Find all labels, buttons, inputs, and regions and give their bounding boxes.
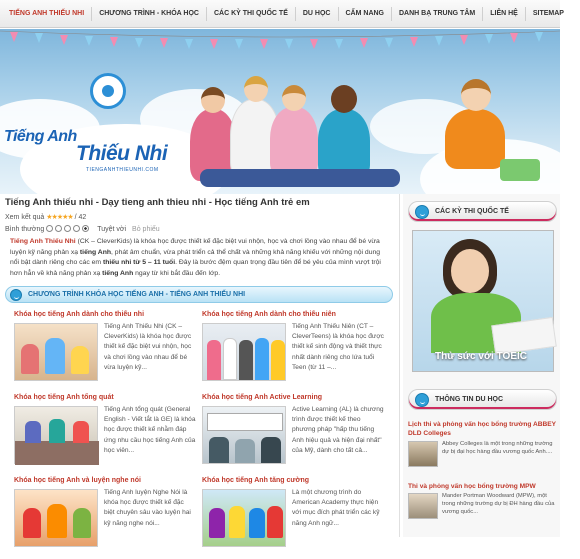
- course-thumbnail[interactable]: [202, 323, 286, 381]
- section-header-courses: [5, 286, 393, 303]
- nav-sitemap[interactable]: SITEMAP: [532, 9, 564, 17]
- news-description: Abbey Colleges là một trong những trường dự bị đại học hàng đầu vương quốc Anh....: [442, 441, 553, 455]
- radio-button-icon[interactable]: [55, 225, 62, 232]
- course-card: [14, 311, 198, 393]
- course-title[interactable]: Khóa học tiếng Anh tổng quát: [14, 394, 114, 401]
- intro-text: ngay từ khi bắt đầu đến lớp.: [133, 269, 221, 277]
- news-thumbnail[interactable]: [408, 493, 438, 519]
- course-title[interactable]: Khóa học tiếng Anh và luyện nghe nói: [14, 477, 141, 484]
- header-banner: [0, 29, 560, 194]
- news-thumbnail[interactable]: [408, 441, 438, 467]
- course-description: Tiếng Anh Thiếu Nhi (CK – CleverKids) là khóa học được thiết kế đặc biệt vui nhộn, học và chơi lồng vào nhau để bé vừa luyện kỹ...: [104, 323, 192, 371]
- rating-stars: ★★★★★: [46, 214, 73, 221]
- news-description: Mander Portman Woodward (MPW), một trong những trường dự bị ĐH hàng đầu của vương quốc...: [442, 493, 555, 515]
- course-card: [14, 477, 198, 559]
- sidebar-header-exams: [408, 201, 557, 222]
- course-card: [14, 394, 198, 476]
- rating: [5, 213, 86, 221]
- smiley-icon: [415, 205, 429, 219]
- sidebar-header-study-abroad: [408, 389, 557, 410]
- news-title[interactable]: Lịch thi và phỏng vấn học bổng trường ABBEY DLD Colleges: [408, 421, 556, 437]
- logo-line1[interactable]: Tiếng Anh: [4, 128, 77, 145]
- radio-label-normal: Bình thường: [5, 226, 45, 233]
- page-title: Tiếng Anh thiếu nhi - Dạy tieng anh thieu nhi - Học tiếng Anh trẻ em: [5, 197, 310, 208]
- logo-line2[interactable]: Thiếu Nhi: [76, 142, 168, 165]
- course-thumbnail[interactable]: [202, 489, 286, 547]
- course-title[interactable]: Khóa học tiếng Anh dành cho thiếu niên: [202, 311, 336, 318]
- toeic-caption: Thử sức với TOEIC: [435, 351, 527, 362]
- nav-tieng-anh-thieu-nhi[interactable]: TIẾNG ANH THIẾU NHI: [2, 7, 92, 21]
- main-content: [0, 194, 400, 537]
- news-title[interactable]: Thi và phỏng vấn học bổng trường MPW: [408, 483, 536, 490]
- smiley-icon: [10, 289, 22, 301]
- smiley-icon: [415, 393, 429, 407]
- course-thumbnail[interactable]: [14, 323, 98, 381]
- course-title[interactable]: Khóa học tiếng Anh tăng cường: [202, 477, 310, 484]
- rating-label[interactable]: Xem kết quả: [5, 214, 45, 221]
- course-thumbnail[interactable]: [14, 489, 98, 547]
- top-nav: [0, 0, 564, 28]
- rating-count: / 42: [74, 214, 87, 221]
- radio-button-icon[interactable]: [73, 225, 80, 232]
- logo-mascot-icon: [90, 73, 126, 109]
- radio-button-icon[interactable]: [46, 225, 53, 232]
- intro-text: , phát âm chuẩn, vừa phát triển cả thể chất và những khả năng khiếu với những nội dung nổi bật dành riêng cho các em: [10, 248, 381, 266]
- intro-brand[interactable]: Tiếng Anh Thiếu Nhi: [10, 238, 76, 245]
- vote-button[interactable]: Bỏ phiếu: [132, 225, 160, 233]
- radio-label-good: Tuyệt vời: [97, 225, 127, 233]
- course-description: Tiếng Anh Thiếu Niên (CT – CleverTeens) là khóa học được thiết kế sinh động và thiết thực nhất dành riêng cho lứa tuổi Teen (từ 11 –...: [292, 323, 384, 371]
- course-title[interactable]: Khóa học tiếng Anh Active Learning: [202, 394, 323, 401]
- radio-button-icon[interactable]: [64, 225, 71, 232]
- section-title: CHƯƠNG TRÌNH KHÓA HỌC TIẾNG ANH - TIẾNG ANH THIẾU NHI: [28, 291, 246, 298]
- course-card: [202, 394, 386, 476]
- intro-paragraph: [10, 237, 388, 279]
- course-description: Là một chương trình do American Academy thực hiện với mục đích phát triển các kỹ năng Anh ngữ...: [292, 489, 380, 527]
- radio-button-selected-icon[interactable]: [82, 225, 89, 232]
- nav-lien-he[interactable]: LIÊN HỆ: [483, 7, 526, 21]
- course-card: [202, 477, 386, 559]
- bunting-decoration: [0, 29, 560, 51]
- nav-du-hoc[interactable]: DU HỌC: [296, 7, 339, 21]
- sidebar: [403, 194, 560, 537]
- intro-text: . Đây là bước đệm quan trọng đầu tiên để bé yêu của mình vượt trội hơn hẳn về khả năng phản xạ: [10, 259, 381, 277]
- course-description: Tiếng Anh luyện Nghe Nói là khóa học được thiết kế đặc biệt chuyên sâu vào luyện hai kỹ năng nghe nói...: [104, 489, 191, 527]
- sidebar-title-study: THÔNG TIN DU HỌC: [435, 396, 504, 403]
- nav-cam-nang[interactable]: CẨM NANG: [339, 7, 393, 21]
- course-card: [202, 311, 386, 393]
- nav-chuong-trinh-khoa-hoc[interactable]: CHƯƠNG TRÌNH - KHÓA HỌC: [92, 7, 207, 21]
- intro-bold: thiếu nhi từ 5 – 11 tuổi: [102, 259, 176, 266]
- toeic-promo-banner[interactable]: [412, 230, 554, 372]
- intro-text: (CK – CleverKids) là khóa học được thiết kế đặc biệt vui nhộn, học và chơi lồng vào nhau để bé vừa luyện kỹ năng phản xạ: [10, 238, 380, 256]
- course-description: Tiếng Anh tổng quát (General English - Viết tắt là GE) là khóa học được thiết kế nhằm đáp ứng nhu cầu học tiếng Anh của học viên...: [104, 406, 196, 454]
- course-thumbnail[interactable]: [202, 406, 286, 464]
- logo-url: TIENGANHTHIEUNHI.COM: [86, 167, 159, 173]
- intro-bold: tiếng Anh: [102, 269, 134, 277]
- intro-bold: tiếng Anh: [79, 248, 112, 256]
- course-description: Active Learning (AL) là chương trình được thiết kế theo phương pháp "hấp thu tiếng Anh hiệu quả và hiện đại nhất" của Mỹ, dành cho tất cả...: [292, 406, 384, 454]
- nav-cac-ky-thi-quoc-te[interactable]: CÁC KỲ THI QUỐC TẾ: [207, 7, 296, 21]
- vote-form: [5, 225, 160, 233]
- radio-binh-thuong[interactable]: [5, 225, 91, 233]
- course-title[interactable]: Khóa học tiếng Anh dành cho thiếu nhi: [14, 311, 145, 318]
- nav-danh-ba-trung-tam[interactable]: DANH BẠ TRUNG TÂM: [392, 7, 483, 21]
- course-thumbnail[interactable]: [14, 406, 98, 464]
- sidebar-title-exams: CÁC KỲ THI QUỐC TẾ: [435, 208, 509, 215]
